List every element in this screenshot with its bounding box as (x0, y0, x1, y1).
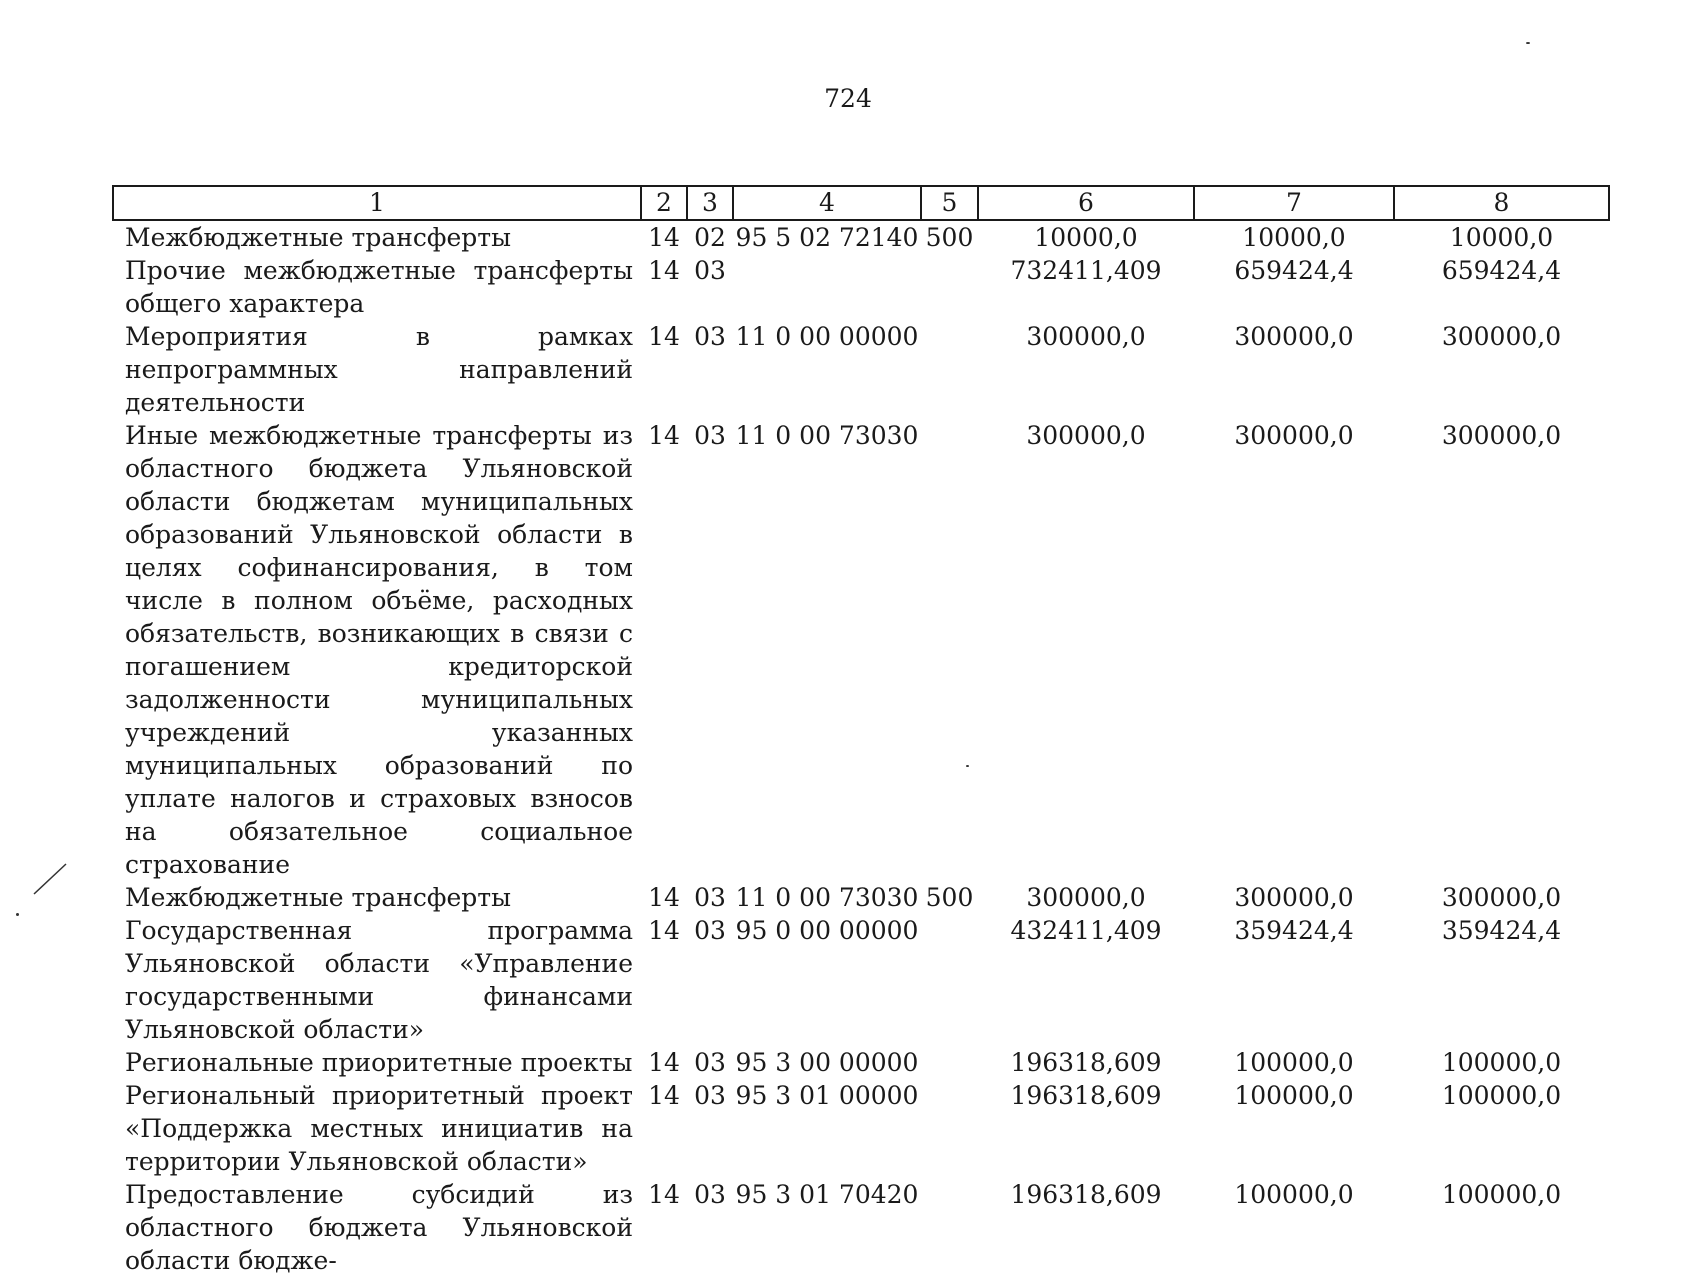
row-section: 14 (648, 916, 680, 945)
row-expense-type: 500 (925, 883, 974, 912)
scan-speck (16, 913, 19, 916)
row-target-code: 95 3 00 00000 (735, 1048, 919, 1077)
row-amount-col6: 196318,609 (1010, 1048, 1162, 1077)
row-name: Иные межбюджетные трансферты из областного бюджета Ульяновской области бюджетам муниципальных образований Ульяновской области в целях софинансирования, в том числе в полном объёме, расходных обязательств, возникающих в связи с погашением кредиторской задолженности муниципальных учреждений указанных муниципальных образований по уплате налогов и страховых взносов на обязательное социальное страхование (125, 421, 633, 879)
table-row (113, 1079, 1609, 1178)
row-subsection: 03 (694, 256, 726, 285)
row-amount-col6: 196318,609 (1010, 1180, 1162, 1209)
row-amount-col6: 300000,0 (1026, 421, 1146, 450)
row-subsection: 02 (694, 223, 726, 252)
row-name: Государственная программа Ульяновской области «Управление государственными финансами Ульяновской области» (125, 916, 633, 1044)
row-section: 14 (648, 883, 680, 912)
header-col-5: 5 (921, 186, 978, 220)
row-amount-col6: 300000,0 (1026, 322, 1146, 351)
row-target-code: 95 0 00 00000 (735, 916, 919, 945)
row-name: Прочие межбюджетные трансферты общего характера (125, 256, 633, 318)
table-row (113, 1046, 1609, 1079)
row-amount-col7: 300000,0 (1234, 421, 1354, 450)
row-section: 14 (648, 1048, 680, 1077)
row-subsection: 03 (694, 322, 726, 351)
row-section: 14 (648, 223, 680, 252)
row-expense-type (921, 419, 978, 881)
row-amount-col8: 100000,0 (1441, 1081, 1562, 1110)
row-target-code (733, 254, 921, 320)
budget-table (112, 185, 1610, 1277)
row-section: 14 (648, 256, 680, 285)
table-row (113, 320, 1609, 419)
row-target-code: 11 0 00 00000 (735, 322, 919, 351)
header-col-4: 4 (733, 186, 921, 220)
row-section: 14 (648, 322, 680, 351)
row-amount-col7: 100000,0 (1234, 1081, 1354, 1110)
page-number: 724 (824, 84, 872, 113)
header-col-7: 7 (1194, 186, 1394, 220)
row-target-code: 95 5 02 72140 (735, 223, 919, 252)
row-amount-col6: 432411,409 (1010, 916, 1162, 945)
header-col-3: 3 (687, 186, 733, 220)
row-expense-type (921, 320, 978, 419)
row-subsection: 03 (694, 1081, 726, 1110)
row-amount-col8: 659424,4 (1441, 256, 1562, 285)
row-expense-type (921, 1079, 978, 1178)
table-row (113, 220, 1609, 254)
row-amount-col8: 10000,0 (1449, 223, 1554, 252)
row-name: Межбюджетные трансферты (125, 223, 512, 252)
row-section: 14 (648, 1180, 680, 1209)
table-row (113, 914, 1609, 1046)
scan-speck (1526, 42, 1530, 44)
row-expense-type (921, 1178, 978, 1277)
row-subsection: 03 (694, 1180, 726, 1209)
row-subsection: 03 (694, 1048, 726, 1077)
row-amount-col8: 359424,4 (1441, 916, 1562, 945)
row-subsection: 03 (694, 421, 726, 450)
row-amount-col7: 300000,0 (1234, 322, 1354, 351)
row-amount-col7: 659424,4 (1234, 256, 1354, 285)
row-amount-col8: 300000,0 (1441, 421, 1562, 450)
row-target-code: 11 0 00 73030 (735, 421, 919, 450)
table-body (113, 220, 1609, 1277)
table-header (113, 186, 1609, 220)
header-row (113, 186, 1609, 220)
row-subsection: 03 (694, 916, 726, 945)
row-amount-col6: 300000,0 (1026, 883, 1146, 912)
table-row (113, 254, 1609, 320)
row-expense-type (921, 1046, 978, 1079)
row-amount-col8: 300000,0 (1441, 883, 1562, 912)
row-subsection: 03 (694, 883, 726, 912)
margin-pen-stroke (30, 860, 70, 900)
row-amount-col7: 100000,0 (1234, 1048, 1354, 1077)
row-section: 14 (648, 1081, 680, 1110)
row-amount-col6: 196318,609 (1010, 1081, 1162, 1110)
row-name: Предоставление субсидий из областного бюджета Ульяновской области бюдже- (125, 1180, 633, 1275)
header-col-2: 2 (641, 186, 687, 220)
scan-speck (966, 765, 969, 767)
row-amount-col6: 732411,409 (1010, 256, 1162, 285)
table-row (113, 881, 1609, 914)
row-target-code: 95 3 01 00000 (735, 1081, 919, 1110)
row-amount-col7: 100000,0 (1234, 1180, 1354, 1209)
row-amount-col7: 359424,4 (1234, 916, 1354, 945)
row-expense-type: 500 (925, 223, 974, 252)
table-row (113, 1178, 1609, 1277)
header-col-1: 1 (113, 186, 641, 220)
header-col-6: 6 (978, 186, 1194, 220)
row-name: Региональный приоритетный проект «Поддержка местных инициатив на территории Ульяновской области» (125, 1081, 633, 1176)
table-row (113, 419, 1609, 881)
row-expense-type (921, 254, 978, 320)
row-amount-col7: 10000,0 (1242, 223, 1346, 252)
row-section: 14 (648, 421, 680, 450)
row-name: Мероприятия в рамках непрограммных направлений деятельности (125, 322, 633, 417)
row-amount-col7: 300000,0 (1234, 883, 1354, 912)
row-amount-col8: 100000,0 (1441, 1048, 1562, 1077)
row-expense-type (921, 914, 978, 1046)
header-col-8: 8 (1394, 186, 1609, 220)
row-target-code: 11 0 00 73030 (735, 883, 919, 912)
row-amount-col6: 10000,0 (1034, 223, 1138, 252)
row-name: Межбюджетные трансферты (125, 883, 512, 912)
row-name: Региональные приоритетные проекты (125, 1048, 633, 1077)
row-amount-col8: 300000,0 (1441, 322, 1562, 351)
row-target-code: 95 3 01 70420 (735, 1180, 919, 1209)
row-amount-col8: 100000,0 (1441, 1180, 1562, 1209)
